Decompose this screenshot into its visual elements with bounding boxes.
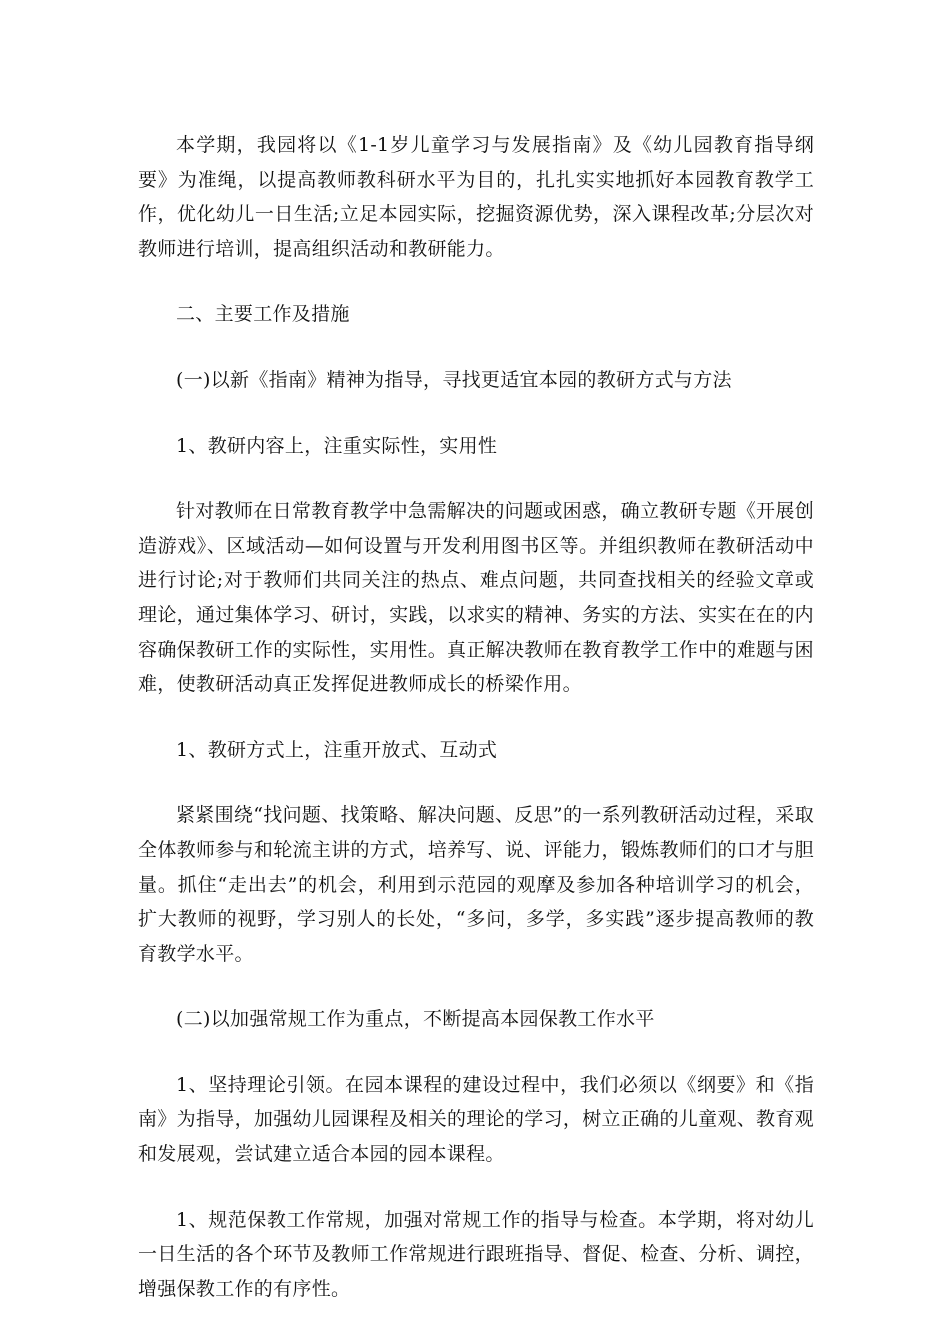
section-heading-main-work: 二、主要工作及措施 — [176, 303, 350, 326]
routine-standards-paragraph: 1、规范保教工作常规，加强对常规工作的指导与检查。本学期，将对幼儿一日生活的各个环节及教师工作常规进行跟班指导、督促、检查、分析、调控，增强保教工作的有序性。 — [138, 1208, 814, 1300]
paragraph-gap — [138, 767, 814, 798]
theory-guidance-paragraph: 1、坚持理论引领。在园本课程的建设过程中，我们必须以《纲要》和《指南》为指导，加强幼儿园课程及相关的理论的学习，树立正确的儿童观、教育观和发展观，尝试建立适合本园的园本课程。 — [138, 1073, 814, 1166]
research-content-paragraph: 针对教师在日常教育教学中急需解决的问题或困惑，确立教研专题《开展创造游戏》、区域活动—如何设置与开发利用图书区等。并组织教师在教研活动中进行讨论;对于教师们共同关注的热点、难点问题，共同查找相关的经验文章或理论，通过集体学习、研讨，实践，以求实的精神、务实的方法、实实在在的内容确保教研工作的实际性，实用性。真正解决教师在教育教学工作中的难题与困难，使教研活动真正发挥促进教师成长的桥梁作用。 — [138, 500, 814, 696]
item-heading-research-method: 1、教研方式上，注重开放式、互动式 — [176, 738, 498, 761]
paragraph-gap — [138, 266, 814, 297]
subsection-heading-1: (一)以新《指南》精神为指导，寻找更适宜本园的教研方式与方法 — [176, 368, 732, 391]
paragraph-gap — [138, 702, 814, 733]
subsection-heading-2: (二)以加强常规工作为重点，不断提高本园保教工作水平 — [176, 1008, 655, 1031]
item-heading-research-content: 1、教研内容上，注重实际性，实用性 — [176, 434, 498, 457]
paragraph-gap — [138, 463, 814, 494]
document-body — [138, 128, 814, 1306]
paragraph-gap — [138, 1172, 814, 1203]
paragraph-gap — [138, 332, 814, 363]
research-method-paragraph: 紧紧围绕“找问题、找策略、解决问题、反思”的一系列教研活动过程，采取全体教师参与和轮流主讲的方式，培养写、说、评能力，锻炼教师们的口才与胆量。抓住“走出去”的机会，利用到示范园的观摩及参加各种培训学习的机会，扩大教师的视野，学习别人的长处，“多问，多学，多实践”逐步提高教师的教育教学水平。 — [138, 804, 814, 965]
paragraph-gap — [138, 971, 814, 1002]
paragraph-gap — [138, 398, 814, 429]
paragraph-gap — [138, 1037, 814, 1068]
intro-paragraph: 本学期，我园将以《1-1岁儿童学习与发展指南》及《幼儿园教育指导纲要》为准绳，以提高教师教科研水平为目的，扎扎实实地抓好本园教育教学工作，优化幼儿一日生活;立足本园实际，挖掘资源优势，深入课程改革;分层次对教师进行培训，提高组织活动和教研能力。 — [138, 134, 814, 260]
